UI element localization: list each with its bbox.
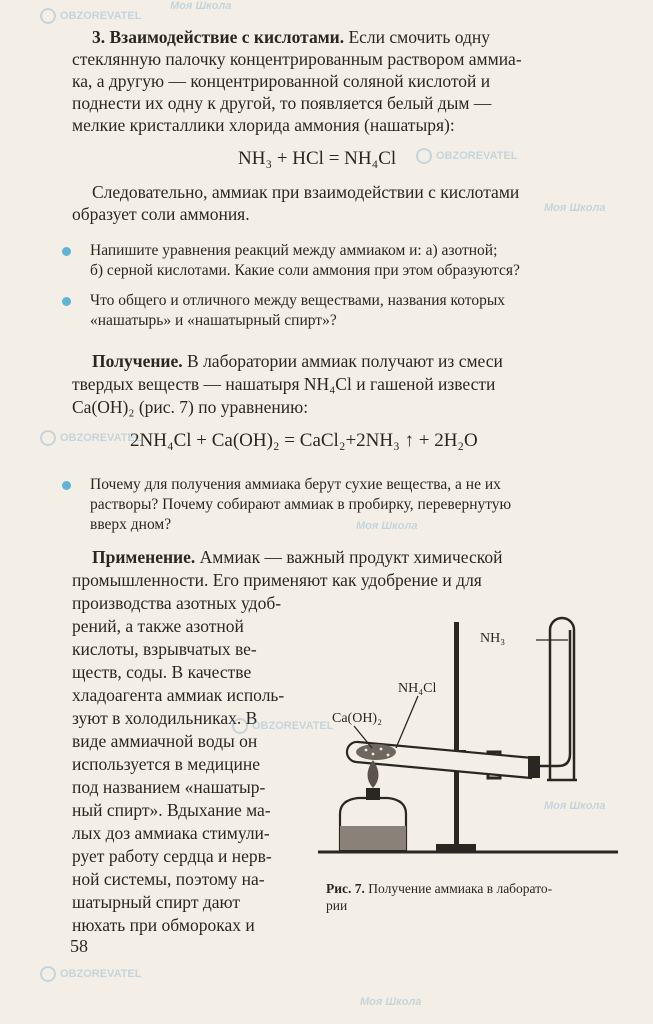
caoh2-label: Ca(OH)₂: [332, 711, 382, 726]
paragraph-line: Следовательно, аммиак при взаимодействии с кислотами: [92, 182, 520, 202]
watermark-logo-icon: [232, 718, 248, 734]
stand-rod: [454, 622, 459, 846]
paragraph-line: Если смочить одну: [348, 27, 490, 47]
collection-test-tube: [547, 618, 577, 780]
paragraph-line: используется в медицине: [72, 754, 260, 774]
paragraph-line: под названием «нашатыр-: [72, 777, 266, 797]
delivery-tube: [540, 630, 570, 766]
ammonia-apparatus-figure: [318, 600, 623, 870]
watermark: OBZOREVATEL: [40, 966, 141, 982]
figure-caption-text: Получение аммиака в лаборато-: [368, 881, 553, 896]
watermark: Моя Школа: [360, 996, 422, 1008]
figure-caption-line: [326, 880, 552, 897]
question-line: Напишите уравнения реакций между аммиаком и: а) азотной;: [90, 242, 498, 259]
application-heading: Применение.: [92, 547, 196, 567]
question-bullet-icon: [62, 297, 71, 306]
paragraph-line: мелкие кристаллики хлорида аммония (нашатыря):: [72, 115, 455, 135]
watermark: Моя Школа: [544, 202, 606, 214]
paragraph-line: Аммиак — важный продукт химической: [199, 547, 503, 567]
application-first-line: [92, 546, 502, 568]
question-line: Почему для получения аммиака берут сухие вещества, а не их: [90, 476, 501, 493]
paragraph-line: поднести их одну к другой, то появляется белый дым —: [72, 93, 492, 113]
paragraph-line: рений, а также азотной: [72, 616, 244, 636]
question-bullet-icon: [62, 481, 71, 490]
paragraph-line: зуют в холодильниках. В: [72, 708, 258, 728]
paragraph-line: хладоагента аммиак исполь-: [72, 685, 285, 705]
watermark: Моя Школа: [356, 520, 418, 532]
watermark: Моя Школа: [170, 0, 232, 12]
watermark-logo-icon: [40, 8, 56, 24]
paragraph-line: ный спирт». Вдыхание ма-: [72, 800, 271, 820]
paragraph-line: рует работу сердца и нерв-: [72, 846, 272, 866]
question-line: «нашатырь» и «нашатырный спирт»?: [90, 312, 337, 329]
nh4cl-label: NH₄Cl: [398, 681, 437, 696]
question-line: вверх дном?: [90, 516, 172, 533]
figure-caption-line: рии: [326, 898, 348, 913]
watermark-logo-icon: [40, 430, 56, 446]
spirit-lamp: [340, 760, 406, 850]
nh3-label: NH₃: [480, 631, 506, 646]
paragraph-line: твердых веществ — нашатыря NH₄Cl и гашеной извести: [72, 374, 496, 394]
paragraph-line: ществ, соды. В качестве: [72, 662, 252, 682]
paragraph-line: ной системы, поэтому на-: [72, 869, 265, 889]
paragraph-line: виде аммиачной воды он: [72, 731, 258, 751]
obtaining-first-line: [92, 350, 503, 372]
watermark: OBZOREVATEL: [40, 430, 141, 446]
equation-nh3-hcl: NH₃ + HCl = NH₄Cl: [238, 148, 397, 169]
paragraph-line: промышленности. Его применяют как удобрение и для: [72, 570, 482, 590]
watermark: Моя Школа: [544, 800, 606, 812]
watermark: OBZOREVATEL: [232, 718, 333, 734]
equation-ammonia-synthesis: 2NH₄Cl + Ca(OH)₂ = CaCl₂+2NH₃ ↑ + 2H₂O: [130, 430, 478, 451]
question-line: б) серной кислотами. Какие соли аммония при этом образуются?: [90, 262, 520, 279]
paragraph-line: В лаборатории аммиак получают из смеси: [187, 351, 503, 371]
section-3-first-line: [92, 26, 490, 48]
page-number: 58: [70, 936, 88, 956]
paragraph-line: кислоты, взрывчатых ве-: [72, 639, 257, 659]
obtaining-heading: Получение.: [92, 351, 183, 371]
paragraph-line: стеклянную палочку концентрированным раствором аммиа-: [72, 49, 522, 69]
paragraph-line: Ca(OH)₂ (рис. 7) по уравнению:: [72, 397, 309, 417]
watermark: OBZOREVATEL: [40, 8, 141, 24]
nh4cl-pointer-line: [396, 696, 418, 748]
paragraph-line: нюхать при обмороках и: [72, 915, 255, 935]
question-line: Что общего и отличного между веществами, названия которых: [90, 292, 506, 309]
watermark-logo-icon: [416, 148, 432, 164]
question-bullet-icon: [62, 247, 71, 256]
question-line: растворы? Почему собирают аммиак в пробирку, перевернутую: [90, 496, 512, 513]
watermark-logo-icon: [40, 966, 56, 982]
watermark: OBZOREVATEL: [416, 148, 517, 164]
paragraph-line: образует соли аммония.: [72, 204, 250, 224]
paragraph-line: шатырный спирт дают: [72, 892, 241, 912]
paragraph-line: производства азотных удоб-: [72, 593, 282, 613]
stopper: [528, 756, 540, 778]
paragraph-line: ка, а другую — концентрированной соляной кислотой и: [72, 71, 491, 91]
paragraph-line: лых доз аммиака стимули-: [72, 823, 270, 843]
figure-caption-label: Рис. 7.: [326, 881, 365, 896]
section-3-heading: 3. Взаимодействие с кислотами.: [92, 27, 345, 47]
